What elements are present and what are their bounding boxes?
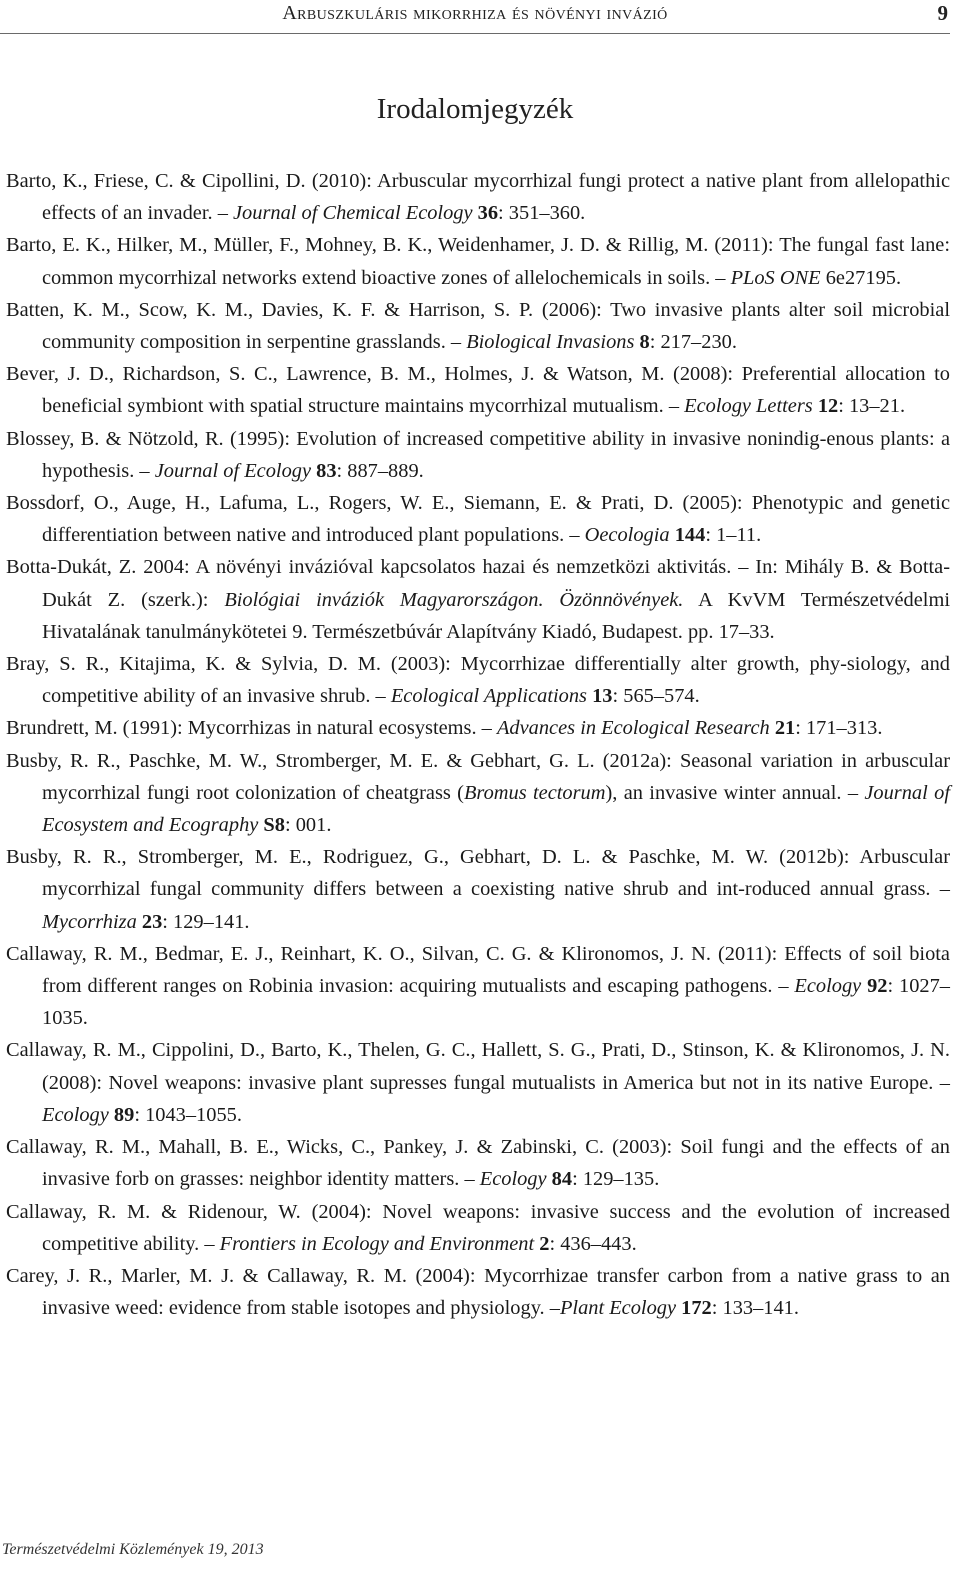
reference-entry <box>6 165 950 229</box>
reference-text: : 129–135. <box>572 1168 660 1191</box>
reference-entry <box>6 1034 950 1131</box>
reference-volume: 92 <box>867 975 888 998</box>
reference-text: : 001. <box>284 814 332 837</box>
reference-entry <box>6 294 950 358</box>
reference-italic-text: Biological Invasions <box>466 331 635 354</box>
reference-text: Barto, K., Friese, C. & Cipollini, D. (2010): Arbuscular mycorrhizal fungi protect a native plant from allelopathic effects of an invader. – <box>6 170 950 225</box>
reference-text: Bever, J. D., Richardson, S. C., Lawrence, B. M., Holmes, J. & Watson, M. (2008): Preferential allocation to beneficial symbiont with spatial structure maintains mycorrhizal mutualism. – <box>6 363 950 418</box>
reference-italic-text: Oecologia <box>584 524 670 547</box>
running-header <box>0 0 950 34</box>
reference-entry <box>6 648 950 712</box>
reference-volume: S8 <box>263 814 285 837</box>
reference-entry <box>6 423 950 487</box>
reference-italic-text: Journal of Chemical Ecology <box>233 202 473 225</box>
reference-volume: 2 <box>539 1232 550 1255</box>
reference-text: Busby, R. R., Stromberger, M. E., Rodriguez, G., Gebhart, D. L. & Paschke, M. W. (2012b): Arbuscular mycorrhizal fungal community differs between a coexisting native shrub and int-roduced annual grass. – <box>6 846 950 901</box>
reference-entry <box>6 1131 950 1195</box>
reference-list <box>6 165 950 1324</box>
reference-volume: 23 <box>141 910 163 933</box>
reference-italic-text: Journal of Ecology <box>154 459 312 482</box>
reference-text: Callaway, R. M. & Ridenour, W. (2004): Novel weapons: invasive success and the evolution of increased competitive ability. – <box>6 1200 950 1255</box>
reference-italic-text: Frontiers in Ecology and Environment <box>219 1232 535 1255</box>
reference-italic-text: Advances in Ecological Research <box>496 717 770 740</box>
reference-text: : 351–360. <box>498 202 586 225</box>
reference-volume: 12 <box>817 395 839 418</box>
reference-text: : 133–141. <box>711 1297 799 1320</box>
reference-text: Callaway, R. M., Mahall, B. E., Wicks, C., Pankey, J. & Zabinski, C. (2003): Soil fungi and the effects of an invasive forb on grasses: neighbor identity matters. – <box>6 1136 950 1191</box>
reference-text: Barto, E. K., Hilker, M., Müller, F., Mohney, B. K., Weidenhamer, J. D. & Rillig, M. (2011): The fungal fast lane: common mycorrhizal networks extend bioactive zones of allelochemicals in soils. – <box>6 234 950 289</box>
reference-text: : 436–443. <box>549 1232 637 1255</box>
reference-volume: 13 <box>592 685 613 708</box>
reference-text: 6e27195. <box>820 266 902 289</box>
reference-italic-text: Bromus tectorum <box>463 781 606 804</box>
reference-entry <box>6 229 950 293</box>
reference-text: : 217–230. <box>649 331 737 354</box>
reference-entry <box>6 712 950 744</box>
reference-entry <box>6 938 950 1035</box>
reference-text: : 565–574. <box>612 685 700 708</box>
reference-text: : 1043–1055. <box>134 1103 242 1126</box>
reference-volume: 84 <box>551 1168 573 1191</box>
reference-text: Bray, S. R., Kitajima, K. & Sylvia, D. M. (2003): Mycorrhizae differentially alter growth, phy-siology, and competitive ability of an invasive shrub. – <box>6 653 950 708</box>
reference-volume: 89 <box>113 1103 135 1126</box>
reference-italic-text: Ecology <box>479 1168 547 1191</box>
section-title: Irodalomjegyzék <box>376 93 574 125</box>
reference-volume: 8 <box>639 331 650 354</box>
reference-text: : 171–313. <box>795 717 883 740</box>
page-number: 9 <box>937 1 948 25</box>
reference-italic-text: Plant Ecology <box>559 1297 677 1320</box>
reference-text: Bossdorf, O., Auge, H., Lafuma, L., Rogers, W. E., Siemann, E. & Prati, D. (2005): Phenotypic and genetic differentiation between native and introduced plant populations. – <box>6 492 950 547</box>
reference-volume: 36 <box>477 202 499 225</box>
reference-text: Carey, J. R., Marler, M. J. & Callaway, R. M. (2004): Mycorrhizae transfer carbon from a native grass to an invasive weed: evidence from stable isotopes and physiology. – <box>6 1264 950 1320</box>
reference-entry <box>6 487 950 551</box>
reference-italic-text: Mycorrhiza <box>42 910 137 933</box>
reference-text: : 13–21. <box>838 395 906 418</box>
journal-footer: Természetvédelmi Közlemények 19, 2013 <box>2 1541 264 1558</box>
reference-text: Blossey, B. & Nötzold, R. (1995): Evolution of increased competitive ability in invasive nonindig-enous plants: a hypothesis. – <box>6 427 950 482</box>
reference-entry <box>6 745 950 842</box>
reference-text: Callaway, R. M., Cippolini, D., Barto, K., Thelen, G. C., Hallett, S. G., Prati, D., Stinson, K. & Klironomos, J. N. (2008): Novel weapons: invasive plant supresses fungal mutualists in America but not in its native Europe. – <box>6 1039 950 1094</box>
reference-text: Busby, R. R., Paschke, M. W., Stromberger, M. E. & Gebhart, G. L. (2012a): Seasonal variation in arbuscular mycorrhizal fungi root colonization of cheatgrass ( <box>6 749 950 804</box>
reference-text: : 129–141. <box>162 910 250 933</box>
reference-volume: 172 <box>681 1297 712 1320</box>
reference-italic-text: Ecological Applications <box>390 685 587 708</box>
reference-text: : 887–889. <box>336 459 424 482</box>
running-header-title: Arbuszkuláris mikorrhiza és növényi invázió <box>282 2 668 24</box>
reference-entry <box>6 1260 950 1324</box>
reference-text: A KvVM Természetvédelmi Hivatalának tanulmánykötetei 9. Természetbúvár Alapítvány Kiadó, Budapest. pp. 17–33. <box>42 588 950 643</box>
reference-text: Callaway, R. M., Bedmar, E. J., Reinhart, K. O., Silvan, C. G. & Klironomos, J. N. (2011): Effects of soil biota from different ranges on Robinia invasion: acquiring mutualists and escaping pathogens. – <box>6 942 950 998</box>
reference-text: Batten, K. M., Scow, K. M., Davies, K. F. & Harrison, S. P. (2006): Two invasive plants alter soil microbial community composition in serpentine grasslands. – <box>6 298 950 354</box>
reference-text: : 1–11. <box>705 524 762 547</box>
reference-italic-text: Ecology Letters <box>684 395 813 418</box>
reference-italic-text: PLoS ONE <box>730 266 821 289</box>
reference-entry <box>6 1196 950 1260</box>
reference-text: : 1027–1035. <box>42 975 950 1030</box>
reference-text: ), an invasive winter annual. – <box>605 781 865 804</box>
reference-volume: 83 <box>316 459 337 482</box>
reference-italic-text: Ecology <box>42 1103 109 1126</box>
reference-text: Brundrett, M. (1991): Mycorrhizas in natural ecosystems. – <box>6 717 497 740</box>
reference-entry <box>6 358 950 422</box>
reference-italic-text: Ecology <box>794 975 862 998</box>
reference-text: Botta-Dukát, Z. 2004: A növényi invázióval kapcsolatos hazai és nemzetközi aktivitás. – In: Mihály B. & Botta-Dukát Z. (szerk.): <box>6 556 950 611</box>
reference-entry <box>6 841 950 938</box>
reference-volume: 144 <box>674 524 706 547</box>
reference-italic-text: Journal of Ecosystem and Ecography <box>42 781 950 837</box>
reference-volume: 21 <box>774 717 796 740</box>
reference-entry <box>6 551 950 648</box>
reference-italic-text: Biológiai inváziók Magyarországon. Özönnövények. <box>224 588 684 611</box>
